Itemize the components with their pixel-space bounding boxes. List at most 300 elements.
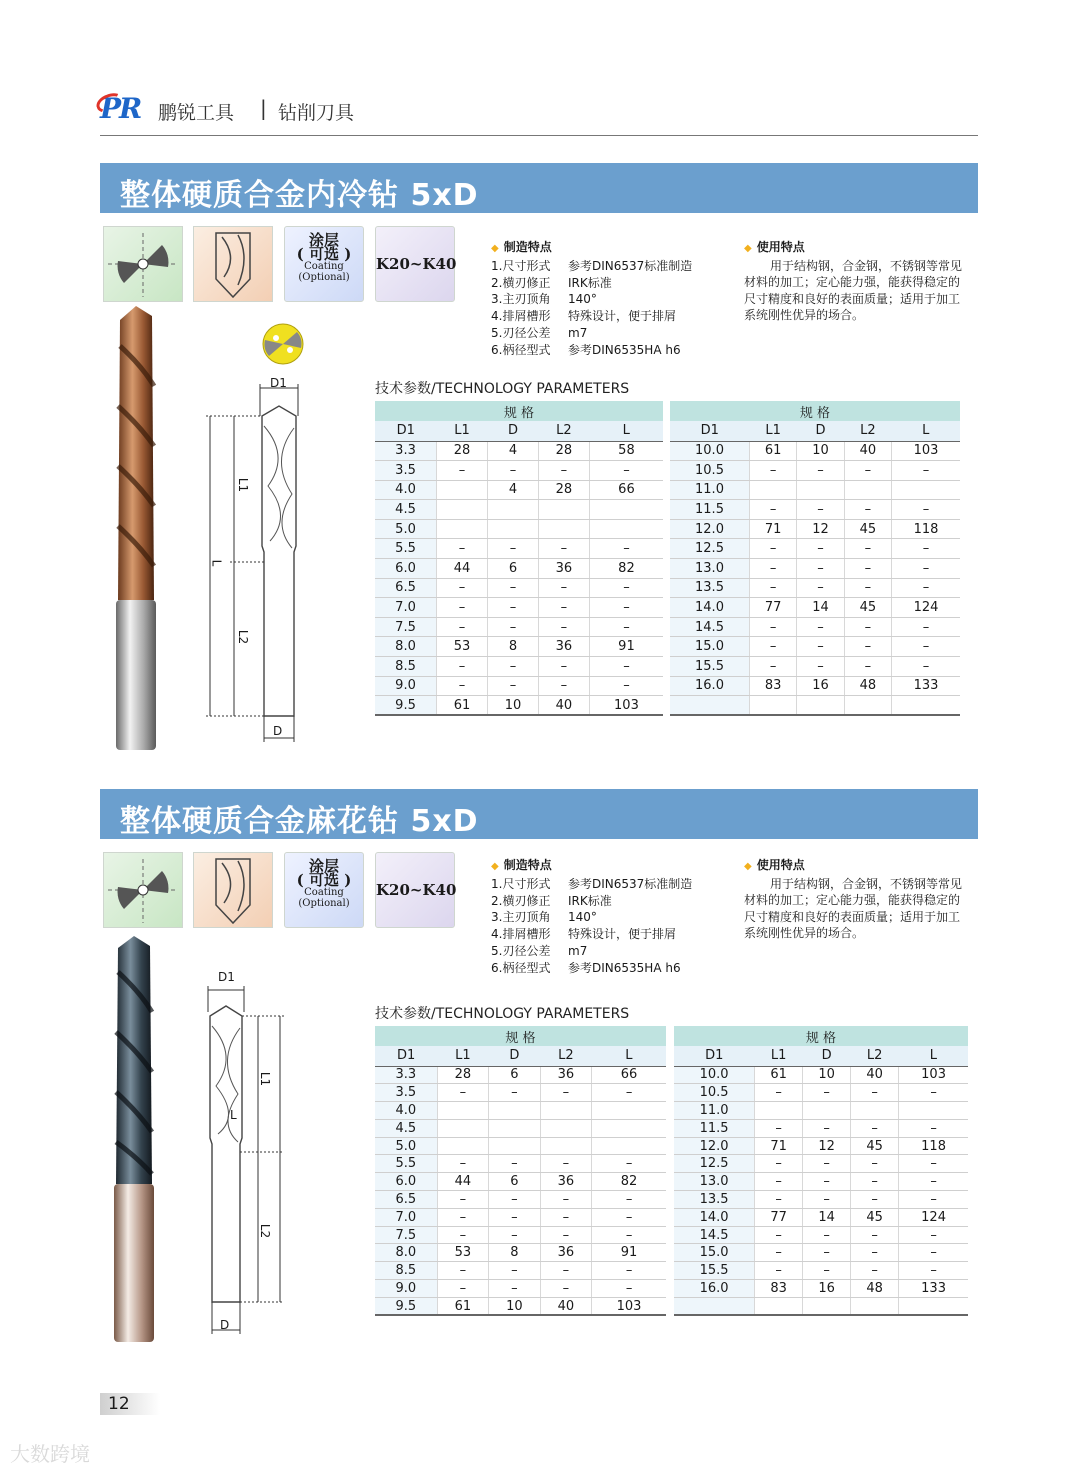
table-cell: 133	[899, 1280, 968, 1298]
table-cell: –	[755, 1191, 803, 1209]
table-cell: –	[538, 617, 589, 637]
table-cell: –	[540, 1084, 591, 1102]
spec-group-header: 规 格	[375, 1026, 666, 1046]
table-cell: 5.0	[375, 519, 437, 539]
table-cell: –	[437, 657, 488, 677]
table-cell	[538, 519, 589, 539]
table-row	[674, 1119, 968, 1137]
dim-label-l: L	[230, 1108, 237, 1122]
table-row	[670, 441, 960, 461]
table-cell	[803, 1297, 851, 1315]
table-cell: –	[489, 1155, 540, 1173]
table-cell: –	[750, 539, 797, 559]
table-cell: 4.5	[375, 1119, 437, 1137]
table-cell: –	[437, 1226, 488, 1244]
table-cell: 9.5	[375, 1297, 437, 1315]
dim-label-l1: L1	[258, 1071, 273, 1087]
table-row	[674, 1191, 968, 1209]
spec-group-header: 规 格	[375, 401, 663, 421]
table-cell: –	[892, 578, 960, 598]
table-cell: 12.5	[670, 539, 750, 559]
table-cell: –	[899, 1084, 968, 1102]
spec-table-right	[674, 1026, 968, 1316]
table-row	[670, 519, 960, 539]
table-cell: 61	[755, 1066, 803, 1084]
table-cell: 48	[844, 676, 891, 696]
table-cell: 10.5	[674, 1084, 755, 1102]
table-cell: –	[750, 617, 797, 637]
table-cell: 10	[489, 1297, 540, 1315]
manufacturing-features: ◆ 制造特点 1.尺寸形式 参考DIN6537标准制造 2.横刃修正 IRK标准 3.主刃顶角 140° 4.排屑槽形 特殊设计，便于排屑 5.刃径公差 m7 6.柄径型式 参考DIN6535HA h6	[491, 857, 692, 977]
table-row	[375, 1262, 666, 1280]
table-cell	[844, 696, 891, 716]
table-cell: –	[755, 1155, 803, 1173]
table-cell: –	[538, 539, 589, 559]
table-cell: –	[851, 1084, 899, 1102]
table-row	[375, 480, 663, 500]
table-cell: –	[489, 1280, 540, 1298]
table-cell: –	[489, 1084, 540, 1102]
table-cell: –	[755, 1084, 803, 1102]
column-header: D1	[670, 421, 750, 441]
table-row	[674, 1084, 968, 1102]
table-cell	[674, 1297, 755, 1315]
table-cell: 82	[592, 1173, 666, 1191]
table-cell: 6	[489, 1173, 540, 1191]
drill-tip-icon	[193, 226, 273, 302]
usage-features: ◆ 使用特点 用于结构钢，合金钢，不锈钢等常见材料的加工；定心能力强，能获得稳定的尺寸精度和良好的表面质量；适用于加工系统刚性优异的场合。	[744, 239, 970, 324]
table-cell: –	[437, 617, 488, 637]
column-header: D	[489, 1046, 540, 1066]
table-cell: –	[755, 1262, 803, 1280]
table-cell: 11.5	[674, 1119, 755, 1137]
table-cell: –	[803, 1226, 851, 1244]
table-row	[670, 578, 960, 598]
section-title: 整体硬质合金麻花钻 5xD	[120, 804, 479, 839]
dim-label-d: D	[273, 724, 283, 738]
table-row	[670, 676, 960, 696]
table-cell: 14.0	[670, 598, 750, 618]
table-cell: 4	[487, 441, 538, 461]
column-header: D	[803, 1046, 851, 1066]
table-cell: 16	[797, 676, 844, 696]
table-cell: –	[487, 578, 538, 598]
table-cell: 61	[437, 696, 488, 716]
table-cell: –	[538, 676, 589, 696]
table-row	[670, 480, 960, 500]
table-cell: 40	[851, 1066, 899, 1084]
page-header	[100, 88, 978, 136]
column-header: L	[892, 421, 960, 441]
table-cell: –	[750, 637, 797, 657]
table-cell	[540, 1119, 591, 1137]
table-cell: 83	[755, 1280, 803, 1298]
table-cell: 6.0	[375, 1173, 437, 1191]
table-cell	[899, 1102, 968, 1120]
table-cell	[797, 696, 844, 716]
table-cell: 45	[851, 1208, 899, 1226]
column-header: L1	[755, 1046, 803, 1066]
table-cell: –	[437, 539, 488, 559]
section-title-band	[100, 789, 978, 839]
table-cell: –	[589, 598, 663, 618]
column-header: L2	[540, 1046, 591, 1066]
dim-label-d1: D1	[270, 376, 287, 390]
table-cell: –	[540, 1262, 591, 1280]
table-row	[375, 1066, 666, 1084]
table-cell: –	[899, 1191, 968, 1209]
table-cell	[899, 1297, 968, 1315]
table-cell: 13.5	[674, 1191, 755, 1209]
table-cell	[803, 1102, 851, 1120]
table-cell: –	[844, 617, 891, 637]
table-cell: –	[437, 578, 488, 598]
table-cell: 10	[797, 441, 844, 461]
table-cell: –	[797, 578, 844, 598]
table-cell: 45	[844, 519, 891, 539]
drill-photo-copper	[112, 306, 160, 752]
table-cell: –	[538, 657, 589, 677]
table-cell: 13.5	[670, 578, 750, 598]
table-cell	[589, 519, 663, 539]
dim-label-l: L	[209, 559, 224, 567]
table-cell: –	[589, 617, 663, 637]
table-row	[674, 1066, 968, 1084]
table-cell	[540, 1137, 591, 1155]
table-cell: 6	[489, 1066, 540, 1084]
table-cell: –	[487, 461, 538, 481]
header-category: 钻削刀具	[278, 102, 355, 124]
table-cell: –	[589, 539, 663, 559]
table-cell: 77	[755, 1208, 803, 1226]
column-header: L	[592, 1046, 666, 1066]
table-row	[674, 1102, 968, 1120]
table-cell: –	[592, 1208, 666, 1226]
table-row	[375, 559, 663, 579]
table-cell	[755, 1297, 803, 1315]
table-cell: 7.0	[375, 598, 437, 618]
table-cell: –	[437, 1084, 488, 1102]
table-cell: 53	[437, 1244, 488, 1262]
dim-label-d: D	[220, 1318, 230, 1332]
table-cell: –	[844, 578, 891, 598]
table-cell: –	[540, 1191, 591, 1209]
table-cell: 4	[487, 480, 538, 500]
table-cell: 36	[540, 1173, 591, 1191]
table-cell: 44	[437, 1173, 488, 1191]
table-cell	[540, 1102, 591, 1120]
table-cell: –	[437, 1280, 488, 1298]
brand-logo: PR	[100, 92, 140, 125]
column-header: L2	[538, 421, 589, 441]
table-cell	[851, 1297, 899, 1315]
table-cell	[592, 1119, 666, 1137]
table-cell: 5.5	[375, 1155, 437, 1173]
coating-badge: 涂层 ( 可选 ) Coating (Optional)	[284, 852, 364, 928]
table-cell: –	[540, 1226, 591, 1244]
table-cell: –	[489, 1262, 540, 1280]
table-cell	[487, 500, 538, 520]
table-cell: 58	[589, 441, 663, 461]
table-cell: 12	[797, 519, 844, 539]
table-cell: 28	[437, 1066, 488, 1084]
table-cell: 28	[437, 441, 488, 461]
table-cell: 4.0	[375, 1102, 437, 1120]
table-cell: –	[851, 1155, 899, 1173]
table-cell: 7.5	[375, 1226, 437, 1244]
table-cell: –	[489, 1208, 540, 1226]
table-cell: –	[844, 559, 891, 579]
table-row	[375, 1137, 666, 1155]
table-row	[375, 1119, 666, 1137]
table-cell: –	[589, 461, 663, 481]
table-cell: 8.0	[375, 1244, 437, 1262]
table-cell: –	[851, 1226, 899, 1244]
table-cell: 36	[538, 637, 589, 657]
table-cell: 103	[589, 696, 663, 716]
table-cell: 36	[540, 1244, 591, 1262]
table-cell: –	[892, 539, 960, 559]
table-cell: 12.0	[674, 1137, 755, 1155]
column-header: D1	[674, 1046, 755, 1066]
table-cell: –	[487, 676, 538, 696]
table-row	[670, 500, 960, 520]
table-cell: –	[592, 1280, 666, 1298]
table-cell: 4.0	[375, 480, 437, 500]
table-cell: –	[892, 500, 960, 520]
grade-badge: K20~K40	[375, 852, 455, 928]
spec-group-header: 规 格	[674, 1026, 968, 1046]
table-cell: 91	[589, 637, 663, 657]
table-cell: –	[489, 1226, 540, 1244]
table-row	[375, 1084, 666, 1102]
table-cell	[851, 1102, 899, 1120]
table-cell	[489, 1137, 540, 1155]
table-cell: –	[844, 657, 891, 677]
table-cell: –	[803, 1244, 851, 1262]
table-cell: –	[844, 500, 891, 520]
column-header: D	[487, 421, 538, 441]
table-cell: 124	[892, 598, 960, 618]
table-cell: 16.0	[670, 676, 750, 696]
table-cell: –	[892, 461, 960, 481]
table-cell: 82	[589, 559, 663, 579]
table-row	[375, 1208, 666, 1226]
table-cell: –	[540, 1155, 591, 1173]
table-cell: –	[589, 578, 663, 598]
table-cell: 118	[899, 1137, 968, 1155]
table-row	[375, 539, 663, 559]
table-cell: 15.0	[674, 1244, 755, 1262]
table-cell: 9.5	[375, 696, 437, 716]
table-cell: –	[844, 539, 891, 559]
table-cell: –	[538, 578, 589, 598]
column-header: D1	[375, 421, 437, 441]
table-row	[375, 519, 663, 539]
table-cell: 6	[487, 559, 538, 579]
table-cell: 11.0	[674, 1102, 755, 1120]
dim-label-d1: D1	[218, 970, 235, 984]
technology-parameters-label: 技术参数/TECHNOLOGY PARAMETERS	[375, 381, 630, 397]
table-cell: –	[899, 1226, 968, 1244]
table-cell: 16.0	[674, 1280, 755, 1298]
table-cell: 13.0	[670, 559, 750, 579]
table-cell: –	[844, 637, 891, 657]
table-cell: –	[803, 1155, 851, 1173]
table-cell: 61	[750, 441, 797, 461]
table-row	[670, 559, 960, 579]
table-row	[670, 461, 960, 481]
table-cell: 9.0	[375, 676, 437, 696]
table-cell: 118	[892, 519, 960, 539]
table-cell: –	[437, 676, 488, 696]
table-cell: –	[797, 617, 844, 637]
table-cell: –	[755, 1119, 803, 1137]
table-cell: 71	[755, 1137, 803, 1155]
table-cell: –	[592, 1226, 666, 1244]
table-cell	[437, 519, 488, 539]
table-row	[375, 1191, 666, 1209]
column-header: L1	[437, 421, 488, 441]
drill-photo-dark	[110, 936, 158, 1344]
table-cell: 61	[437, 1297, 488, 1315]
table-row	[375, 1226, 666, 1244]
table-row	[674, 1297, 968, 1315]
table-cell: –	[540, 1280, 591, 1298]
table-cell: 8.5	[375, 1262, 437, 1280]
table-cell: 6.5	[375, 1191, 437, 1209]
table-cell: 77	[750, 598, 797, 618]
table-row	[670, 539, 960, 559]
table-cell: 66	[592, 1066, 666, 1084]
table-cell: –	[755, 1173, 803, 1191]
table-cell: –	[899, 1155, 968, 1173]
table-cell: –	[750, 500, 797, 520]
table-cell: 7.0	[375, 1208, 437, 1226]
table-cell: 6.5	[375, 578, 437, 598]
page-number: 12	[100, 1393, 160, 1415]
table-row	[375, 1173, 666, 1191]
table-cell: –	[797, 559, 844, 579]
cutting-edge-icon	[103, 852, 183, 928]
table-cell: –	[592, 1262, 666, 1280]
table-cell: –	[489, 1191, 540, 1209]
table-cell: 15.0	[670, 637, 750, 657]
table-cell: –	[589, 676, 663, 696]
table-cell: 8	[489, 1244, 540, 1262]
table-cell: 3.5	[375, 461, 437, 481]
technology-parameters-label: 技术参数/TECHNOLOGY PARAMETERS	[375, 1006, 630, 1022]
table-cell: –	[592, 1191, 666, 1209]
table-cell: –	[803, 1262, 851, 1280]
table-cell: 12.0	[670, 519, 750, 539]
table-cell: 8.5	[375, 657, 437, 677]
table-cell: –	[538, 461, 589, 481]
table-cell: 10	[803, 1066, 851, 1084]
column-header: D1	[375, 1046, 437, 1066]
table-cell: 13.0	[674, 1173, 755, 1191]
table-cell: –	[592, 1084, 666, 1102]
table-cell: 45	[844, 598, 891, 618]
table-cell: 4.5	[375, 500, 437, 520]
table-row	[375, 617, 663, 637]
table-cell	[538, 500, 589, 520]
table-cell: –	[755, 1226, 803, 1244]
table-cell: 40	[538, 696, 589, 716]
column-header: L2	[844, 421, 891, 441]
table-row	[375, 441, 663, 461]
section-title: 整体硬质合金内冷钻 5xD	[120, 178, 479, 213]
table-cell	[437, 1102, 488, 1120]
table-cell: 10.0	[670, 441, 750, 461]
dim-label-l2: L2	[258, 1223, 273, 1239]
table-row	[674, 1244, 968, 1262]
table-cell	[844, 480, 891, 500]
table-cell: 10.5	[670, 461, 750, 481]
column-header: L1	[437, 1046, 488, 1066]
table-cell: 6.0	[375, 559, 437, 579]
table-row	[670, 696, 960, 716]
brand-name: 鹏锐工具	[158, 102, 235, 124]
table-cell: 28	[538, 441, 589, 461]
table-cell: –	[803, 1173, 851, 1191]
spec-group-header: 规 格	[670, 401, 960, 421]
table-cell: –	[755, 1244, 803, 1262]
dim-label-l2: L2	[236, 629, 251, 645]
table-cell: 14.5	[674, 1226, 755, 1244]
header-separator: |	[260, 96, 267, 120]
table-cell: 9.0	[375, 1280, 437, 1298]
table-cell: 91	[592, 1244, 666, 1262]
table-cell: –	[892, 657, 960, 677]
table-cell: –	[538, 598, 589, 618]
table-cell: –	[437, 1262, 488, 1280]
table-cell: –	[851, 1173, 899, 1191]
table-cell: 53	[437, 637, 488, 657]
table-cell: 36	[540, 1066, 591, 1084]
table-cell: 103	[892, 441, 960, 461]
table-cell: 48	[851, 1280, 899, 1298]
section-title-band	[100, 163, 978, 213]
table-row	[375, 637, 663, 657]
table-cell: 16	[803, 1280, 851, 1298]
table-row	[670, 637, 960, 657]
table-cell: –	[487, 598, 538, 618]
table-row	[674, 1155, 968, 1173]
table-cell: 8	[487, 637, 538, 657]
table-cell: 15.5	[674, 1262, 755, 1280]
table-row	[674, 1226, 968, 1244]
table-cell	[750, 696, 797, 716]
drill-tip-icon	[193, 852, 273, 928]
table-row	[375, 696, 663, 716]
table-cell: –	[899, 1173, 968, 1191]
table-cell: –	[899, 1119, 968, 1137]
table-row	[674, 1280, 968, 1298]
table-cell: –	[797, 461, 844, 481]
table-cell: –	[750, 559, 797, 579]
table-cell	[437, 500, 488, 520]
table-row	[375, 1102, 666, 1120]
table-cell: 14.0	[674, 1208, 755, 1226]
table-cell: –	[540, 1208, 591, 1226]
table-cell: 14	[797, 598, 844, 618]
coating-badge: 涂层 ( 可选 ) Coating (Optional)	[284, 226, 364, 302]
table-cell	[670, 696, 750, 716]
spec-table-right	[670, 401, 960, 716]
table-cell: –	[797, 500, 844, 520]
table-cell: 5.5	[375, 539, 437, 559]
